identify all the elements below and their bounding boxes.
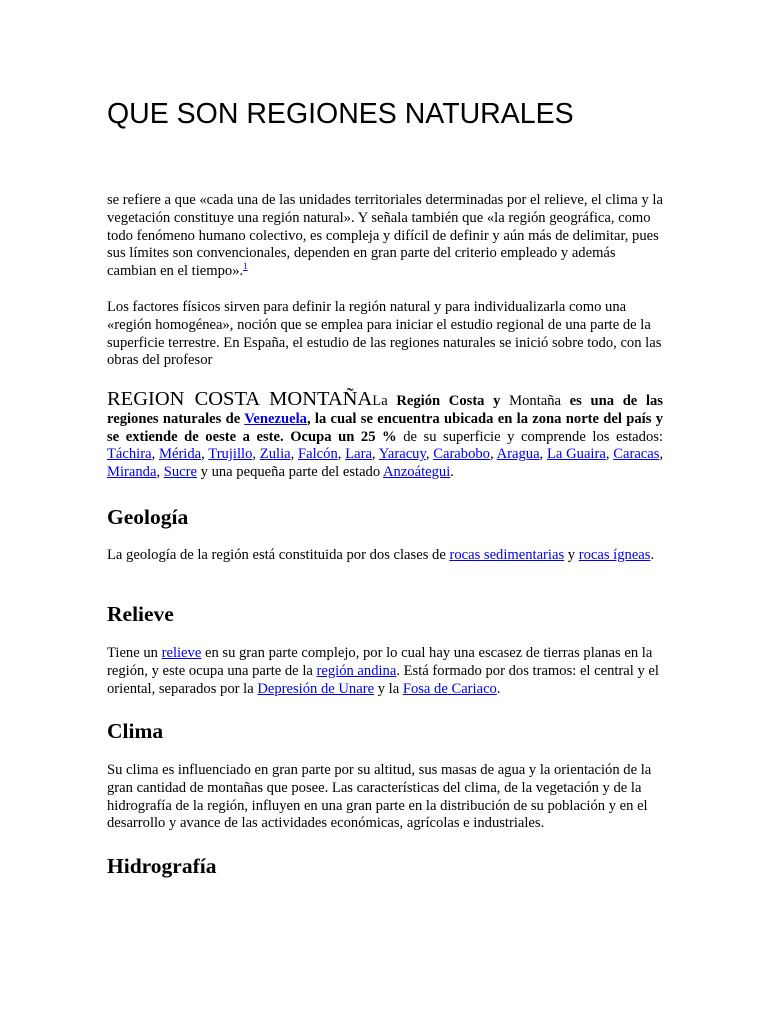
state-link[interactable]: Trujillo xyxy=(208,446,253,463)
state-link[interactable]: Carabobo xyxy=(433,446,490,463)
costa-text-2: Montaña xyxy=(500,393,570,409)
costa-bold-2: es una de las regiones naturales de xyxy=(107,393,663,427)
costa-text-3: de su superficie y comprende los estados: xyxy=(396,428,663,445)
link-rocas-igneas[interactable]: rocas ígneas xyxy=(578,547,651,563)
link-depresion-unare[interactable]: Depresión de Unare xyxy=(257,680,375,697)
geologia-text-3: . xyxy=(650,547,655,563)
link-anzoategui[interactable]: Anzoátegui xyxy=(382,464,451,481)
clima-heading: Clima xyxy=(107,719,164,743)
costa-text-4: y una pequeña parte del estado xyxy=(196,464,383,481)
costa-bold-3: , la cual se encuentra ubicada en la zona norte del país y se extiende de oeste a este. Ocupa un 25 % xyxy=(107,410,664,445)
relieve-paragraph xyxy=(107,645,663,698)
geologia-text-1: La geología de la región está constituida por dos clases de xyxy=(107,547,450,563)
state-separator: , xyxy=(201,446,209,463)
state-link[interactable]: Miranda xyxy=(107,464,157,481)
costa-text-5: . xyxy=(450,464,454,481)
state-link[interactable]: Táchira xyxy=(107,446,152,463)
geologia-text-2: y xyxy=(564,547,579,563)
relieve-text-5: . xyxy=(496,680,501,697)
state-separator: , xyxy=(151,446,159,463)
link-fosa-cariaco[interactable]: Fosa de Cariaco xyxy=(402,680,497,697)
costa-bold-1: Región Costa y xyxy=(396,393,501,409)
state-separator: , xyxy=(156,464,164,481)
state-separator: , xyxy=(252,446,260,463)
intro-text: se refiere a que «cada una de las unidades territoriales determinadas por el relieve, el clima y la vegetación constituye una región natural». Y señala también que «la región geográfica, como todo fenómeno humano colectivo, es compleja y difícil de definir y aún más de delimitar, pues sus límites son convencionales, dependen en gran parte del criterio empleado y además cambian en el tiempo». xyxy=(107,192,663,280)
page-title: QUE SON REGIONES NATURALES xyxy=(107,98,574,130)
state-link[interactable]: Caracas xyxy=(613,446,660,463)
relieve-heading: Relieve xyxy=(107,602,174,626)
state-link[interactable]: Sucre xyxy=(163,464,197,481)
geologia-heading: Geología xyxy=(107,505,189,529)
footnote-link[interactable]: 1 xyxy=(243,261,248,272)
intro-paragraph xyxy=(107,192,663,281)
state-link[interactable]: Zulia xyxy=(259,446,291,463)
costa-heading: REGION COSTA MONTAÑA xyxy=(107,388,373,410)
link-venezuela[interactable]: Venezuela xyxy=(244,410,307,427)
relieve-text-2: en su gran parte complejo, por lo cual hay una escasez de tierras planas en la región, y este ocupa una parte de la xyxy=(107,645,653,679)
state-separator: , xyxy=(605,446,614,463)
state-separator: , xyxy=(337,446,346,463)
hidrografia-heading: Hidrografía xyxy=(107,854,217,878)
state-link[interactable]: Lara xyxy=(345,446,372,463)
clima-paragraph: Su clima es influenciado en gran parte por su altitud, sus masas de agua y la orientación de la gran cantidad de montañas que posee. Las características del clima, de la vegetación y de la hidrografía de la región, influyen en una gran parte en la distribución de su población y en el desarrollo y avance de las actividades económicas, agrícolas e industriales. xyxy=(107,762,652,832)
link-rocas-sedimentarias[interactable]: rocas sedimentarias xyxy=(449,547,565,563)
state-separator: , xyxy=(489,446,497,463)
relieve-text-4: y la xyxy=(374,680,403,697)
state-link[interactable]: La Guaira xyxy=(546,446,606,463)
state-separator: , xyxy=(371,446,379,463)
state-separator: , xyxy=(659,446,664,463)
state-separator: , xyxy=(539,446,547,463)
state-separator: , xyxy=(290,446,299,463)
state-link[interactable]: Aragua xyxy=(496,446,540,463)
relieve-text-3: . Está formado por dos tramos: el central y el oriental, separados por la xyxy=(107,662,659,697)
state-link[interactable]: Falcón xyxy=(298,446,338,463)
costa-text-1: La xyxy=(372,393,397,409)
relieve-text-1: Tiene un xyxy=(107,645,162,661)
costa-paragraph xyxy=(107,388,664,482)
geologia-paragraph xyxy=(107,547,663,565)
state-link[interactable]: Mérida xyxy=(158,446,202,463)
link-relieve[interactable]: relieve xyxy=(161,645,202,661)
link-region-andina[interactable]: región andina xyxy=(316,662,397,679)
state-separator: , xyxy=(425,446,434,463)
state-link[interactable]: Yaracuy xyxy=(378,446,426,463)
factores-paragraph: Los factores físicos sirven para definir la región natural y para individualizarla como una «región homogénea», noción que se emplea para iniciar el estudio regional de una parte de la superficie terrestre. En España, el estudio de las regiones naturales se inició sobre todo, con las obras del profesor xyxy=(107,299,662,369)
